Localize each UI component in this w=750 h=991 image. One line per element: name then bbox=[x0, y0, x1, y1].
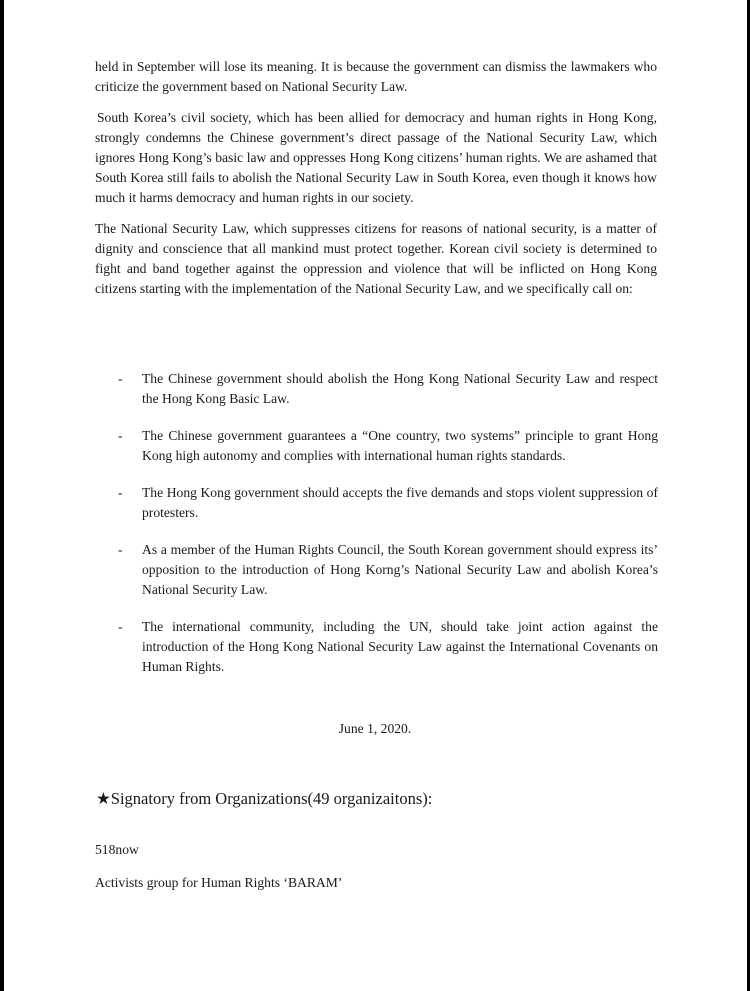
demand-item bbox=[118, 540, 658, 600]
dash-bullet: - bbox=[118, 428, 123, 443]
signatory-heading: ★Signatory from Organizations(49 organizaitons): bbox=[96, 789, 433, 808]
organization-name: 518now bbox=[95, 842, 139, 857]
statement-date: June 1, 2020. bbox=[338, 721, 412, 736]
statement-body bbox=[95, 57, 657, 310]
paragraph-call-to-action: The National Security Law, which suppresses citizens for reasons of national security, is a matter of dignity and conscience that all mankind must protect together. Korean civil society is determined to fight and band together against the oppression and violence that will be inflicted on Hong Kong citizens starting with the implementation of the National Security Law, and we specifically call on: bbox=[95, 221, 657, 296]
paragraph-election-meaning: held in September will lose its meaning. It is because the government can dismiss the lawmakers who criticize the government based on National Security Law. bbox=[95, 59, 657, 94]
dash-bullet: - bbox=[118, 619, 123, 634]
demand-text: The international community, including the UN, should take joint action against the introduction of the Hong Kong National Security Law against the International Covenants on Human Rights. bbox=[142, 619, 658, 674]
demand-text: The Chinese government should abolish the Hong Kong National Security Law and respect the Hong Kong Basic Law. bbox=[142, 371, 658, 406]
demand-item bbox=[118, 483, 658, 523]
demand-text: The Chinese government guarantees a “One country, two systems” principle to grant Hong Kong high autonomy and complies with international human rights standards. bbox=[142, 428, 658, 463]
paragraph-condemnation: South Korea’s civil society, which has been allied for democracy and human rights in Hong Kong, strongly condemns the Chinese government’s direct passage of the National Security Law, which ignores Hong Kong’s basic law and oppresses Hong Kong citizens’ human rights. We are ashamed that South Korea still fails to abolish the National Security Law in South Korea, even though it knows how much it harms democracy and human rights in our society. bbox=[95, 110, 657, 205]
left-frame-edge bbox=[0, 0, 4, 991]
demand-text: As a member of the Human Rights Council, the South Korean government should express its’ opposition to the introduction of Hong Korng’s National Security Law and abolish Korea’s National Security Law. bbox=[142, 542, 658, 597]
dash-bullet: - bbox=[118, 371, 123, 386]
demand-text: The Hong Kong government should accepts the five demands and stops violent suppression of protesters. bbox=[142, 485, 658, 520]
dash-bullet: - bbox=[118, 485, 123, 500]
demand-item bbox=[118, 369, 658, 409]
dash-bullet: - bbox=[118, 542, 123, 557]
demand-item bbox=[118, 426, 658, 466]
demand-item bbox=[118, 617, 658, 677]
organization-name: Activists group for Human Rights ‘BARAM’ bbox=[95, 875, 343, 890]
demands-list bbox=[118, 369, 658, 694]
